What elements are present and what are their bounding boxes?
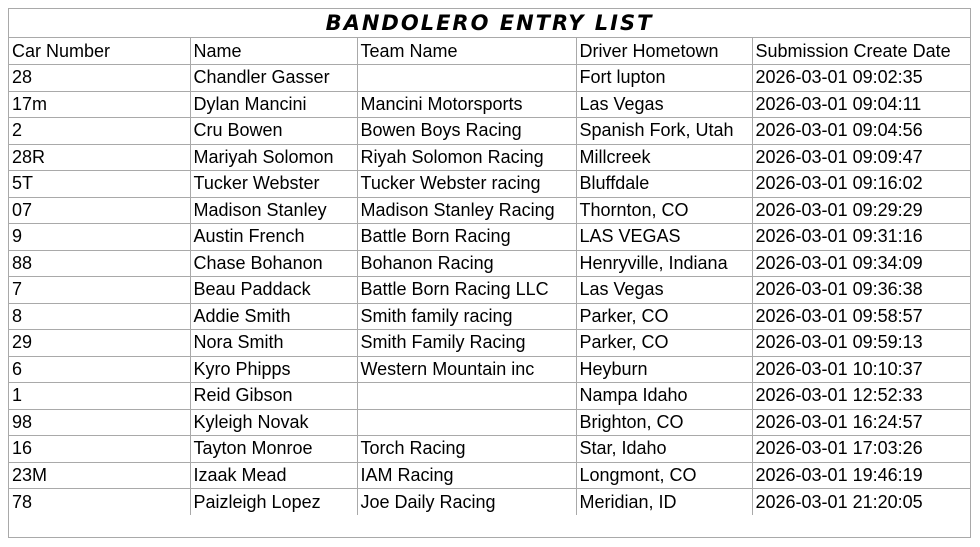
cell-submission-date: 2026-03-01 09:16:02 bbox=[752, 171, 970, 198]
cell-car-number: 7 bbox=[9, 277, 190, 304]
column-header-team-name: Team Name bbox=[357, 38, 576, 65]
table-row bbox=[9, 356, 970, 383]
table-row bbox=[9, 224, 970, 251]
cell-team-name: Smith family racing bbox=[357, 303, 576, 330]
cell-car-number: 23M bbox=[9, 462, 190, 489]
cell-driver-hometown: Meridian, ID bbox=[576, 489, 752, 516]
cell-team-name: Joe Daily Racing bbox=[357, 489, 576, 516]
cell-driver-hometown: Henryville, Indiana bbox=[576, 250, 752, 277]
cell-driver-hometown: Spanish Fork, Utah bbox=[576, 118, 752, 145]
entry-rows bbox=[9, 65, 970, 516]
cell-driver-hometown: Fort lupton bbox=[576, 65, 752, 92]
cell-car-number: 98 bbox=[9, 409, 190, 436]
table-row bbox=[9, 171, 970, 198]
cell-name: Reid Gibson bbox=[190, 383, 357, 410]
table-row bbox=[9, 383, 970, 410]
column-header-driver-hometown: Driver Hometown bbox=[576, 38, 752, 65]
cell-submission-date: 2026-03-01 10:10:37 bbox=[752, 356, 970, 383]
cell-submission-date: 2026-03-01 09:04:56 bbox=[752, 118, 970, 145]
cell-team-name bbox=[357, 409, 576, 436]
cell-team-name: Bowen Boys Racing bbox=[357, 118, 576, 145]
table-row bbox=[9, 409, 970, 436]
cell-car-number: 9 bbox=[9, 224, 190, 251]
cell-name: Chandler Gasser bbox=[190, 65, 357, 92]
cell-driver-hometown: Las Vegas bbox=[576, 91, 752, 118]
cell-name: Kyro Phipps bbox=[190, 356, 357, 383]
cell-driver-hometown: Las Vegas bbox=[576, 277, 752, 304]
cell-name: Nora Smith bbox=[190, 330, 357, 357]
cell-team-name: Western Mountain inc bbox=[357, 356, 576, 383]
cell-team-name: Bohanon Racing bbox=[357, 250, 576, 277]
table-row bbox=[9, 277, 970, 304]
table-row bbox=[9, 91, 970, 118]
cell-team-name: Riyah Solomon Racing bbox=[357, 144, 576, 171]
cell-car-number: 29 bbox=[9, 330, 190, 357]
cell-submission-date: 2026-03-01 09:09:47 bbox=[752, 144, 970, 171]
cell-team-name: Torch Racing bbox=[357, 436, 576, 463]
cell-driver-hometown: Millcreek bbox=[576, 144, 752, 171]
cell-team-name: Madison Stanley Racing bbox=[357, 197, 576, 224]
table-row bbox=[9, 330, 970, 357]
cell-name: Chase Bohanon bbox=[190, 250, 357, 277]
page-title: BANDOLERO ENTRY LIST bbox=[9, 9, 970, 38]
cell-name: Beau Paddack bbox=[190, 277, 357, 304]
cell-submission-date: 2026-03-01 09:34:09 bbox=[752, 250, 970, 277]
cell-car-number: 1 bbox=[9, 383, 190, 410]
cell-driver-hometown: Bluffdale bbox=[576, 171, 752, 198]
cell-car-number: 6 bbox=[9, 356, 190, 383]
cell-car-number: 8 bbox=[9, 303, 190, 330]
entry-table bbox=[9, 38, 970, 515]
column-header-submission-date: Submission Create Date bbox=[752, 38, 970, 65]
cell-submission-date: 2026-03-01 09:59:13 bbox=[752, 330, 970, 357]
cell-submission-date: 2026-03-01 09:29:29 bbox=[752, 197, 970, 224]
cell-driver-hometown: Thornton, CO bbox=[576, 197, 752, 224]
table-row bbox=[9, 462, 970, 489]
cell-submission-date: 2026-03-01 16:24:57 bbox=[752, 409, 970, 436]
cell-team-name: Smith Family Racing bbox=[357, 330, 576, 357]
cell-car-number: 16 bbox=[9, 436, 190, 463]
cell-car-number: 07 bbox=[9, 197, 190, 224]
cell-driver-hometown: LAS VEGAS bbox=[576, 224, 752, 251]
table-row bbox=[9, 250, 970, 277]
cell-car-number: 28 bbox=[9, 65, 190, 92]
entry-list-sheet bbox=[8, 8, 971, 538]
cell-car-number: 17m bbox=[9, 91, 190, 118]
cell-car-number: 88 bbox=[9, 250, 190, 277]
cell-name: Dylan Mancini bbox=[190, 91, 357, 118]
cell-driver-hometown: Longmont, CO bbox=[576, 462, 752, 489]
cell-car-number: 78 bbox=[9, 489, 190, 516]
cell-driver-hometown: Heyburn bbox=[576, 356, 752, 383]
cell-driver-hometown: Nampa Idaho bbox=[576, 383, 752, 410]
cell-team-name: Battle Born Racing LLC bbox=[357, 277, 576, 304]
cell-driver-hometown: Parker, CO bbox=[576, 303, 752, 330]
cell-name: Addie Smith bbox=[190, 303, 357, 330]
cell-submission-date: 2026-03-01 12:52:33 bbox=[752, 383, 970, 410]
cell-submission-date: 2026-03-01 09:04:11 bbox=[752, 91, 970, 118]
cell-submission-date: 2026-03-01 09:31:16 bbox=[752, 224, 970, 251]
cell-name: Mariyah Solomon bbox=[190, 144, 357, 171]
table-row bbox=[9, 65, 970, 92]
cell-driver-hometown: Brighton, CO bbox=[576, 409, 752, 436]
cell-name: Austin French bbox=[190, 224, 357, 251]
cell-submission-date: 2026-03-01 09:58:57 bbox=[752, 303, 970, 330]
column-header-name: Name bbox=[190, 38, 357, 65]
cell-driver-hometown: Star, Idaho bbox=[576, 436, 752, 463]
cell-car-number: 2 bbox=[9, 118, 190, 145]
cell-team-name bbox=[357, 383, 576, 410]
table-row bbox=[9, 197, 970, 224]
cell-car-number: 28R bbox=[9, 144, 190, 171]
cell-name: Cru Bowen bbox=[190, 118, 357, 145]
table-row bbox=[9, 489, 970, 516]
cell-name: Kyleigh Novak bbox=[190, 409, 357, 436]
cell-driver-hometown: Parker, CO bbox=[576, 330, 752, 357]
cell-team-name: Tucker Webster racing bbox=[357, 171, 576, 198]
cell-submission-date: 2026-03-01 21:20:05 bbox=[755, 491, 923, 512]
header-row bbox=[9, 38, 970, 65]
table-row bbox=[9, 144, 970, 171]
table-row bbox=[9, 118, 970, 145]
table-row bbox=[9, 303, 970, 330]
column-header-car-number: Car Number bbox=[9, 38, 190, 65]
cell-name: Madison Stanley bbox=[190, 197, 357, 224]
cell-name: Tucker Webster bbox=[190, 171, 357, 198]
cell-name: Tayton Monroe bbox=[190, 436, 357, 463]
cell-submission-date: 2026-03-01 09:02:35 bbox=[752, 65, 970, 92]
cell-team-name: Battle Born Racing bbox=[357, 224, 576, 251]
cell-team-name bbox=[357, 65, 576, 92]
cell-team-name: IAM Racing bbox=[357, 462, 576, 489]
cell-name: Paizleigh Lopez bbox=[190, 489, 357, 516]
cell-submission-date: 2026-03-01 17:03:26 bbox=[752, 436, 970, 463]
cell-submission-date: 2026-03-01 09:36:38 bbox=[752, 277, 970, 304]
cell-submission-date: 2026-03-01 19:46:19 bbox=[752, 462, 970, 489]
cell-team-name: Mancini Motorsports bbox=[357, 91, 576, 118]
table-row bbox=[9, 436, 970, 463]
cell-name: Izaak Mead bbox=[190, 462, 357, 489]
cell-car-number: 5T bbox=[9, 171, 190, 198]
